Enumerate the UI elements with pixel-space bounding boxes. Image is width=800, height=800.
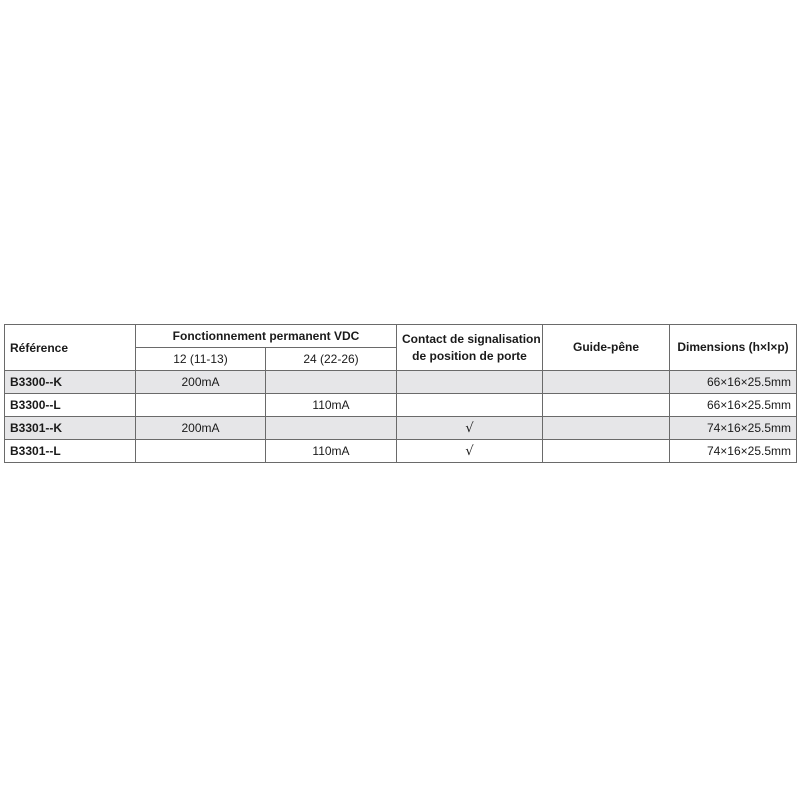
header-dimensions: Dimensions (h×l×p)	[670, 325, 797, 371]
header-contact-line1: Contact de signalisation	[402, 331, 541, 346]
header-voltage-12: 12 (11-13)	[136, 348, 266, 371]
cell-current-12v: 200mA	[136, 417, 266, 440]
cell-reference: B3301--K	[5, 417, 136, 440]
cell-contact-checkmark: √	[397, 417, 543, 440]
cell-contact	[397, 394, 543, 417]
cell-contact-checkmark: √	[397, 440, 543, 463]
cell-reference: B3300--L	[5, 394, 136, 417]
table-row	[5, 371, 797, 394]
table-row	[5, 417, 797, 440]
header-contact-line2: de position de porte	[412, 348, 527, 363]
cell-dimensions: 74×16×25.5mm	[670, 440, 797, 463]
header-contact	[397, 325, 543, 371]
header-operation: Fonctionnement permanent VDC	[136, 325, 397, 348]
table-row	[5, 440, 797, 463]
cell-reference: B3300--K	[5, 371, 136, 394]
cell-guide	[543, 417, 670, 440]
cell-current-24v	[266, 371, 397, 394]
cell-dimensions: 74×16×25.5mm	[670, 417, 797, 440]
cell-guide	[543, 371, 670, 394]
cell-guide	[543, 394, 670, 417]
cell-contact	[397, 371, 543, 394]
cell-current-24v: 110mA	[266, 394, 397, 417]
cell-dimensions: 66×16×25.5mm	[670, 371, 797, 394]
cell-current-12v: 200mA	[136, 371, 266, 394]
header-voltage-24: 24 (22-26)	[266, 348, 397, 371]
cell-current-24v	[266, 417, 397, 440]
cell-guide	[543, 440, 670, 463]
cell-reference: B3301--L	[5, 440, 136, 463]
cell-current-24v: 110mA	[266, 440, 397, 463]
table-row	[5, 394, 797, 417]
header-reference: Référence	[5, 325, 136, 371]
header-guide: Guide-pêne	[543, 325, 670, 371]
cell-dimensions: 66×16×25.5mm	[670, 394, 797, 417]
spec-table	[4, 324, 797, 463]
cell-current-12v	[136, 394, 266, 417]
cell-current-12v	[136, 440, 266, 463]
